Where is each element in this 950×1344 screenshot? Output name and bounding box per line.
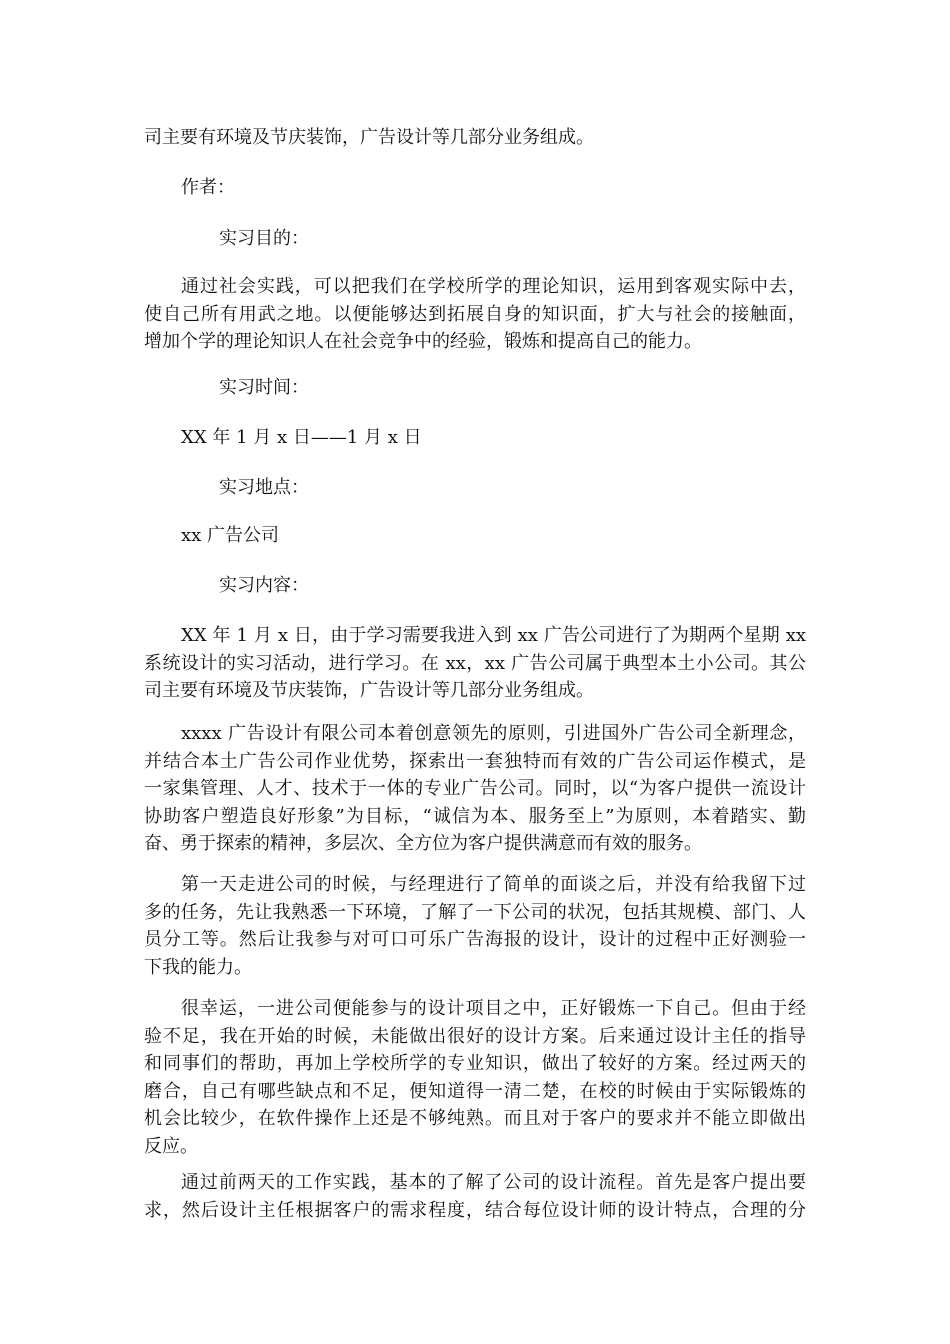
- text-line: 磨合，自己有哪些缺点和不足，便知道得一清二楚，在校的时候由于实际锻炼的: [144, 1080, 806, 1102]
- text-line: 员分工等。然后让我参与对可口可乐广告海报的设计，设计的过程中正好测验一: [144, 929, 806, 950]
- text-line: 系统设计的实习活动，进行学习。在 xx，xx 广告公司属于典型本土小公司。其公: [144, 652, 806, 674]
- heading-time: [144, 374, 806, 402]
- place-value: [144, 522, 806, 550]
- paragraph-purpose: [144, 273, 806, 356]
- text-line: 和同事们的帮助，再加上学校所学的专业知识，做出了较好的方案。经过两天的: [144, 1053, 806, 1074]
- heading-place: [144, 474, 806, 502]
- text-line: 机会比较少，在软件操作上还是不够纯熟。而且对于客户的要求并不能立即做出: [144, 1108, 806, 1129]
- paragraph-content-4: [144, 995, 806, 1160]
- text-line: 多的任务，先让我熟悉一下环境，了解了一下公司的状况，包括其规模、部门、人: [144, 901, 806, 923]
- text-line: 第一天走进公司的时候，与经理进行了简单的面谈之后，并没有给我留下过: [181, 874, 806, 895]
- text-line: 通过前两天的工作实践，基本的了解了公司的设计流程。首先是客户提出要: [181, 1172, 806, 1193]
- author-label: [144, 174, 806, 202]
- text-line: 下我的能力。: [144, 956, 252, 978]
- paragraph-content-1: [144, 622, 806, 705]
- text-line: 验不足，我在开始的时候，未能做出很好的设计方案。后来通过设计主任的指导: [144, 1025, 806, 1047]
- text-line: xx 广告公司: [181, 525, 280, 546]
- text-line: 奋、勇于探索的精神，多层次、全方位为客户提供满意而有效的服务。: [144, 833, 702, 854]
- text-line: 作者：: [181, 177, 235, 198]
- text-line: 很幸运，一进公司便能参与的设计项目之中，正好锻炼一下自己。但由于经: [181, 998, 806, 1019]
- time-value: [144, 424, 806, 452]
- text-line: 司主要有环境及节庆装饰，广告设计等几部分业务组成。: [144, 680, 594, 701]
- paragraph-content-5: [144, 1169, 806, 1224]
- text-line: 实习时间：: [219, 377, 309, 398]
- text-line: 司主要有环境及节庆装饰，广告设计等几部分业务组成。: [144, 127, 594, 148]
- text-line: 反应。: [144, 1135, 198, 1157]
- text-line: 一家集管理、人才、技术于一体的专业广告公司。同时，以“为客户提供一流设计: [144, 778, 806, 799]
- text-line: xxxx 广告设计有限公司本着创意领先的原则，引进国外广告公司全新理念，: [181, 723, 806, 744]
- text-line: XX 年 1 月 x 日，由于学习需要我进入到 xx 广告公司进行了为期两个星期 xx: [181, 625, 806, 646]
- heading-purpose: [144, 225, 806, 253]
- paragraph-content-3: [144, 871, 806, 981]
- text-line: 协助客户塑造良好形象”为目标，“诚信为本、服务至上”为原则，本着踏实、勤: [144, 805, 806, 827]
- text-line: XX 年 1 月 x 日——1 月 x 日: [181, 427, 422, 448]
- paragraph-company-intro-tail: [144, 124, 806, 152]
- text-line: 通过社会实践，可以把我们在学校所学的理论知识，运用到客观实际中去，: [181, 276, 806, 297]
- text-line: 实习内容：: [219, 575, 309, 596]
- paragraph-content-2: [144, 720, 806, 858]
- text-line: 并结合本土广告公司作业优势，探索出一套独特而有效的广告公司运作模式，是: [144, 750, 806, 772]
- text-line: 实习目的：: [219, 228, 309, 249]
- text-line: 增加个学的理论知识人在社会竞争中的经验，锻炼和提高自己的能力。: [144, 331, 702, 352]
- heading-content: [144, 572, 806, 600]
- text-line: 使自己所有用武之地。以便能够达到拓展自身的知识面，扩大与社会的接触面，: [144, 303, 806, 325]
- text-line: 求，然后设计主任根据客户的需求程度，结合每位设计师的设计特点，合理的分: [144, 1199, 806, 1221]
- text-line: 实习地点：: [219, 477, 309, 498]
